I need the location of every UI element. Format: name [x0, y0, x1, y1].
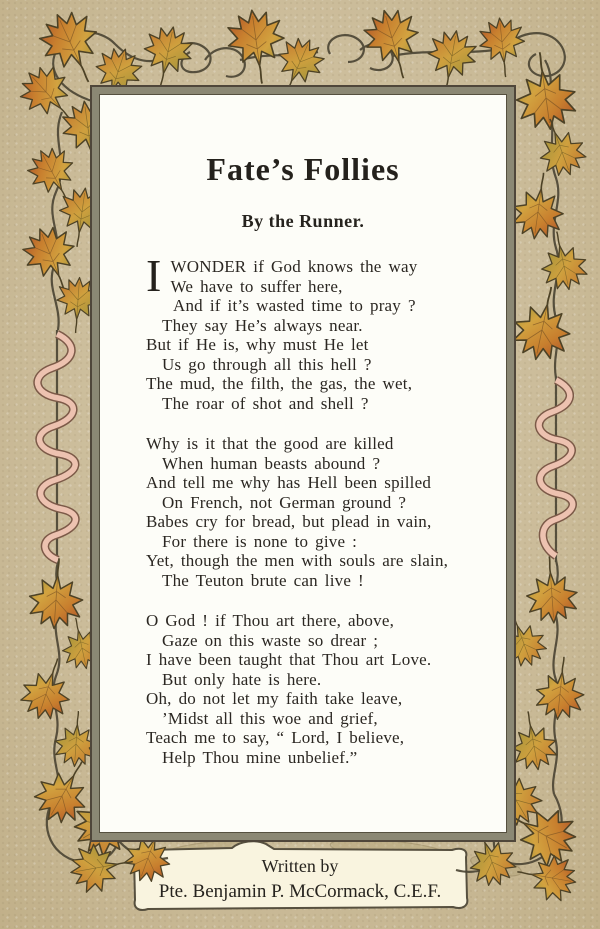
attribution-banner	[130, 854, 470, 905]
poem-line: WONDER if God knows the way	[170, 257, 418, 276]
poem-line: The roar of shot and shell ?	[162, 393, 369, 413]
poem-line: We have to suffer here,	[170, 276, 343, 296]
poem-panel-inner	[99, 94, 507, 833]
poem-line: The Teuton brute can live !	[162, 570, 364, 590]
poem-line: I have been taught that Thou art Love.	[146, 650, 432, 669]
poem-line: They say He’s always near.	[162, 315, 363, 335]
poem-title: Fate’s Follies	[206, 151, 400, 187]
maple-leaf-icon	[534, 654, 588, 722]
maple-leaf-icon	[137, 22, 197, 93]
poem-line: The mud, the filth, the gas, the wet,	[146, 374, 413, 393]
poem-body	[146, 250, 488, 767]
maple-leaf-icon	[359, 3, 430, 85]
poem-line: But if He is, why must He let	[146, 335, 369, 354]
stanza	[146, 434, 488, 590]
stanza	[146, 250, 488, 413]
poem-line: On French, not German ground ?	[162, 492, 407, 512]
poem-line: Help Thou mine unbelief.”	[162, 747, 358, 767]
poem-line: Yet, though the men with souls are slain,	[146, 551, 449, 570]
poem-line: And if it’s wasted time to pray ?	[173, 296, 416, 315]
poem-line: When human beasts abound ?	[162, 453, 381, 473]
drop-cap: I	[146, 250, 162, 301]
poem-line: For there is none to give :	[162, 531, 358, 551]
maple-leaf-icon	[477, 16, 528, 80]
attribution-author: Pte. Benjamin P. McCormack, C.E.F.	[158, 881, 442, 902]
poem-line: Oh, do not let my faith take leave,	[146, 689, 403, 708]
stanza	[146, 611, 488, 767]
poem-panel	[90, 85, 516, 842]
attribution-written-by: Written by	[261, 856, 339, 876]
poem-line: Why is it that the good are killed	[146, 434, 394, 453]
maple-leaf-icon	[508, 281, 578, 365]
poem-byline: By the Runner.	[241, 211, 365, 231]
maple-leaf-icon	[15, 651, 80, 726]
poem-line: Babes cry for bread, but plead in vain,	[146, 512, 432, 531]
maple-leaf-icon	[524, 555, 579, 625]
poem-line: Gaze on this waste so drear ;	[162, 630, 379, 650]
poem-line: ’Midst all this woe and grief,	[162, 708, 378, 728]
poem-line: Teach me to say, “ Lord, I believe,	[146, 728, 405, 747]
poem-line: And tell me why has Hell been spilled	[146, 473, 432, 492]
poem-line: Us go through all this hell ?	[162, 354, 372, 374]
maple-leaf-icon	[535, 227, 591, 294]
poem-line: O God ! if Thou art there, above,	[146, 611, 395, 630]
maple-leaf-icon	[224, 6, 290, 87]
poem-line: But only hate is here.	[162, 669, 322, 689]
maple-leaf-icon	[509, 169, 568, 242]
